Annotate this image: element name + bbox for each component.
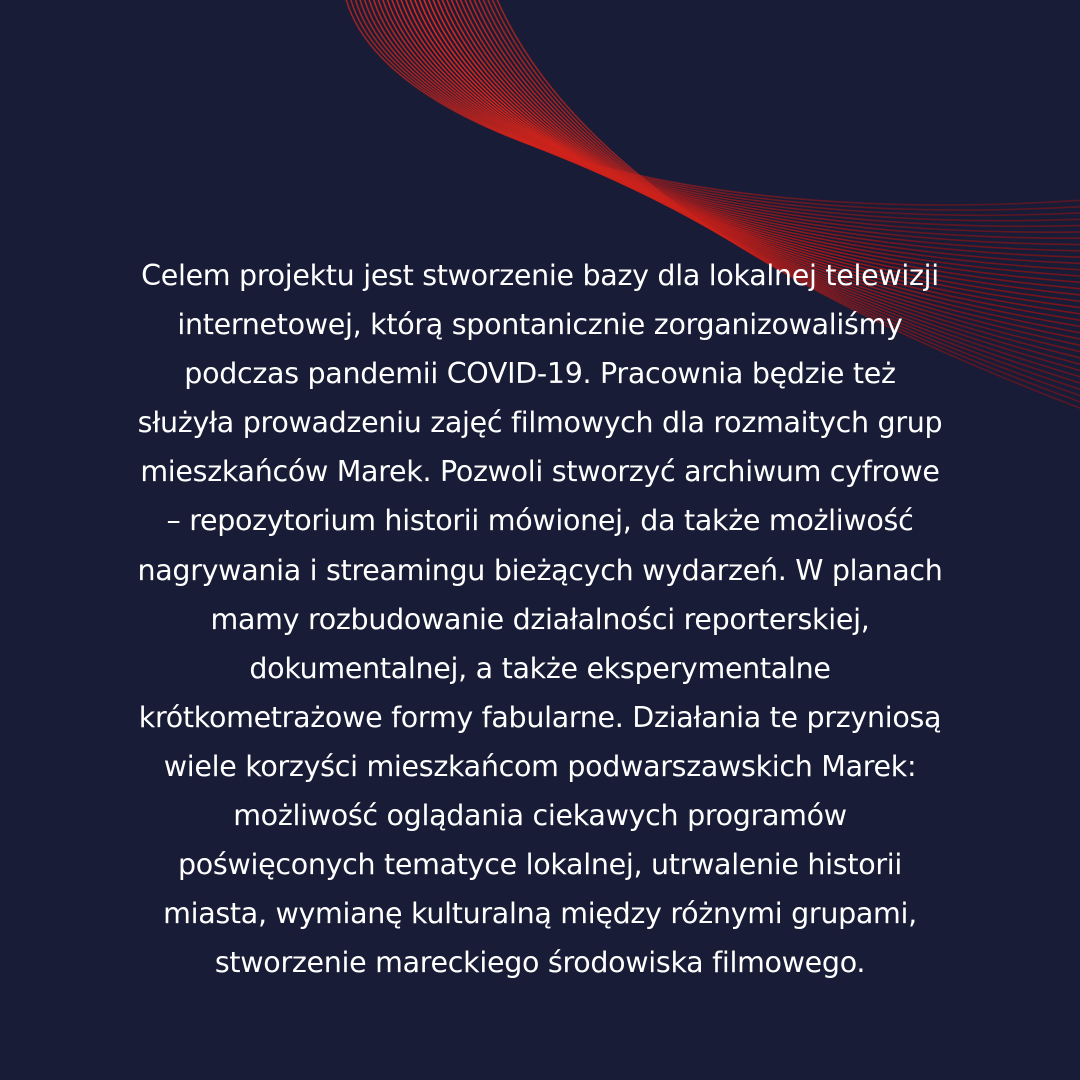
paragraph-line: miasta, wymianę kulturalną między różnymi grupami, <box>163 897 917 931</box>
paragraph-line: mieszkańców Marek. Pozwoli stworzyć archiwum cyfrowe <box>140 455 940 489</box>
paragraph-line: krótkometrażowe formy fabularne. Działania te przyniosą <box>138 700 942 734</box>
paragraph-line: służyła prowadzeniu zajęć filmowych dla rozmaitych grup <box>137 406 943 440</box>
paragraph-line: – repozytorium historii mówionej, da także możliwość <box>166 504 914 538</box>
paragraph-line: Celem projektu jest stworzenie bazy dla lokalnej telewizji <box>141 259 939 292</box>
paragraph-line: możliwość oglądania ciekawych programów <box>233 799 847 833</box>
paragraph-line: dokumentalnej, a także eksperymentalne <box>249 651 831 685</box>
paragraph-line: stworzenie mareckiego środowiska filmowego. <box>214 946 866 980</box>
paragraph-line: nagrywania i streamingu bieżących wydarzeń. W planach <box>137 553 943 587</box>
paragraph-line: wiele korzyści mieszkańcom podwarszawskich Marek: <box>163 749 917 783</box>
paragraph-line: poświęconych tematyce lokalnej, utrwalenie historii <box>177 848 903 882</box>
description-paragraph <box>70 251 1010 987</box>
paragraph-line: mamy rozbudowanie działalności reporterskiej, <box>210 602 870 636</box>
paragraph-line: internetowej, którą spontanicznie zorganizowaliśmy <box>177 308 903 342</box>
paragraph-line: podczas pandemii COVID-19. Pracownia będzie też <box>184 357 896 391</box>
